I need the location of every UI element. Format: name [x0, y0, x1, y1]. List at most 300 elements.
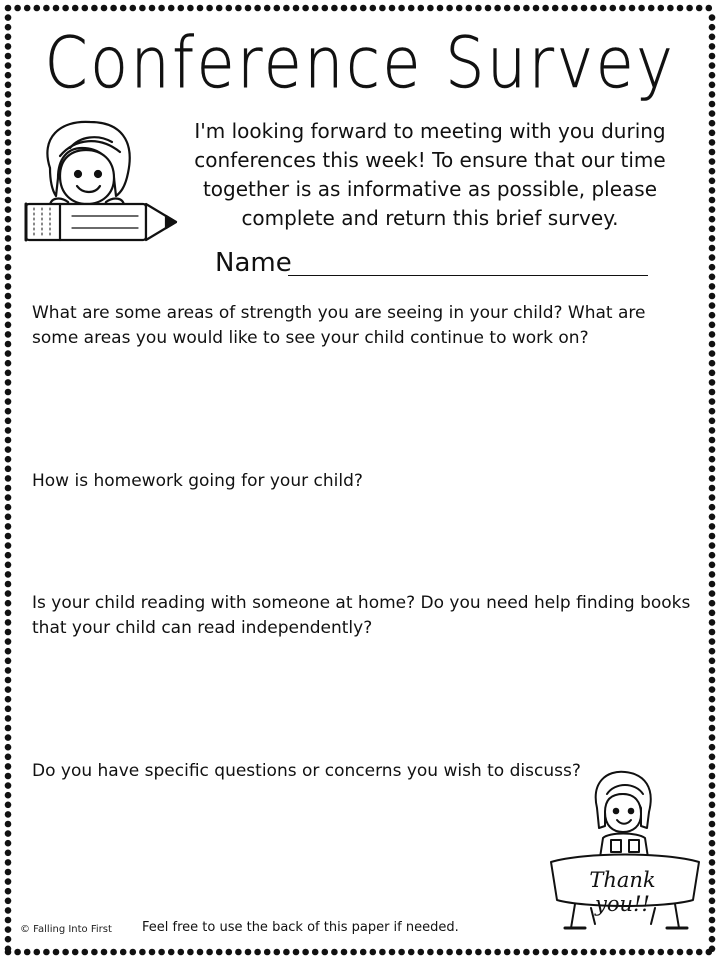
border-dot [514, 949, 521, 956]
border-dot [709, 629, 716, 636]
border-dot [456, 949, 463, 956]
border-dot [254, 5, 261, 12]
border-dot [709, 590, 716, 597]
border-dot [709, 24, 716, 31]
border-dot [5, 82, 12, 89]
border-dot [446, 5, 453, 12]
border-dot [226, 949, 233, 956]
border-dot [709, 706, 716, 713]
border-dot [709, 898, 716, 905]
border-dot [709, 120, 716, 127]
border-dot [5, 350, 12, 357]
border-dot [370, 5, 377, 12]
border-dot [5, 168, 12, 175]
border-dot [533, 949, 540, 956]
border-dot [322, 949, 329, 956]
border-dot [5, 110, 12, 117]
border-dot [187, 5, 194, 12]
border-dot [5, 638, 12, 645]
border-dot [494, 949, 501, 956]
border-dot [5, 830, 12, 837]
question-homework: How is homework going for your child? [32, 471, 363, 491]
border-dot [709, 552, 716, 559]
border-dot [5, 62, 12, 69]
border-dot [667, 5, 674, 12]
border-dot [168, 949, 175, 956]
border-dot [5, 869, 12, 876]
border-dot [235, 949, 242, 956]
border-dot [5, 178, 12, 185]
border-dot [206, 5, 213, 12]
border-dot [466, 5, 473, 12]
border-dot [709, 754, 716, 761]
border-dot [600, 949, 607, 956]
border-dot [5, 101, 12, 108]
border-dot [5, 427, 12, 434]
border-dot [552, 949, 559, 956]
girl-with-pencil-illustration [20, 118, 180, 248]
border-dot [5, 5, 12, 12]
border-dot [274, 949, 281, 956]
border-dot [590, 949, 597, 956]
border-dot [5, 341, 12, 348]
border-dot [187, 949, 194, 956]
border-dot [5, 898, 12, 905]
border-dot [709, 370, 716, 377]
border-dot [709, 187, 716, 194]
border-dot [709, 850, 716, 857]
border-dot [91, 5, 98, 12]
border-dot [254, 949, 261, 956]
border-dot [139, 5, 146, 12]
border-dot [709, 696, 716, 703]
border-dot [686, 949, 693, 956]
border-dot [562, 949, 569, 956]
border-dot [245, 949, 252, 956]
border-dot [709, 322, 716, 329]
border-dot [5, 398, 12, 405]
border-dot [5, 245, 12, 252]
border-dot [709, 562, 716, 569]
border-dot [581, 949, 588, 956]
border-dot [5, 946, 12, 953]
border-dot [5, 926, 12, 933]
border-dot [504, 949, 511, 956]
border-dot [5, 274, 12, 281]
border-dot [709, 485, 716, 492]
border-dot [709, 677, 716, 684]
border-dot [619, 5, 626, 12]
border-dot [5, 734, 12, 741]
border-dot [5, 888, 12, 895]
border-dot [5, 139, 12, 146]
border-dot [648, 5, 655, 12]
border-dot [709, 158, 716, 165]
border-dot [581, 5, 588, 12]
border-dot [709, 350, 716, 357]
border-dot [709, 456, 716, 463]
border-dot [389, 949, 396, 956]
border-dot [456, 5, 463, 12]
border-dot [523, 5, 530, 12]
border-dot [485, 5, 492, 12]
border-dot [158, 949, 165, 956]
border-dot [709, 53, 716, 60]
border-dot [562, 5, 569, 12]
border-dot [5, 619, 12, 626]
border-dot [5, 600, 12, 607]
question-strengths: What are some areas of strength you are seeing in your child? What are some areas you would like to see your child continue to work on? [32, 303, 646, 348]
border-dot [302, 949, 309, 956]
border-dot [590, 5, 597, 12]
border-dot [696, 5, 703, 12]
border-dot [5, 792, 12, 799]
border-dot [5, 43, 12, 50]
border-dot [5, 754, 12, 761]
border-dot [216, 5, 223, 12]
border-dot [709, 331, 716, 338]
border-dot [264, 5, 271, 12]
back-of-paper-note: Feel free to use the back of this paper if needed. [142, 920, 459, 935]
border-dot [72, 949, 79, 956]
border-dot [709, 571, 716, 578]
border-dot [5, 24, 12, 31]
border-dot [350, 5, 357, 12]
border-dot [5, 859, 12, 866]
border-dot [350, 949, 357, 956]
border-dot [302, 5, 309, 12]
border-dot [72, 5, 79, 12]
border-dot [341, 949, 348, 956]
border-dot [709, 648, 716, 655]
border-dot [408, 5, 415, 12]
border-dot [264, 949, 271, 956]
border-dot [709, 341, 716, 348]
border-dot [610, 5, 617, 12]
page-title: Conference Survey [44, 22, 676, 104]
border-dot [5, 379, 12, 386]
border-dot [149, 5, 156, 12]
border-dot [709, 389, 716, 396]
border-dot [5, 120, 12, 127]
border-dot [379, 5, 386, 12]
border-dot [677, 5, 684, 12]
border-dot [130, 949, 137, 956]
border-dot [427, 949, 434, 956]
border-dot [709, 936, 716, 943]
border-dot [62, 5, 69, 12]
border-dot [648, 949, 655, 956]
border-dot [709, 34, 716, 41]
border-dot [24, 949, 31, 956]
border-dot [5, 187, 12, 194]
border-dot [709, 446, 716, 453]
border-dot [709, 725, 716, 732]
border-dot [709, 581, 716, 588]
border-dot [5, 130, 12, 137]
border-dot [709, 782, 716, 789]
border-dot [139, 949, 146, 956]
border-dot [504, 5, 511, 12]
name-input-line[interactable] [288, 275, 648, 276]
border-dot [5, 437, 12, 444]
border-dot [709, 792, 716, 799]
border-dot [709, 178, 716, 185]
border-dot [686, 5, 693, 12]
border-dot [341, 5, 348, 12]
border-dot [120, 949, 127, 956]
border-dot [709, 130, 716, 137]
border-dot [360, 5, 367, 12]
border-dot [709, 254, 716, 261]
border-dot [5, 562, 12, 569]
border-dot [610, 949, 617, 956]
border-dot [216, 949, 223, 956]
border-dot [709, 840, 716, 847]
border-dot [5, 91, 12, 98]
border-dot [34, 949, 41, 956]
border-dot [709, 264, 716, 271]
border-dot [446, 949, 453, 956]
border-dot [709, 437, 716, 444]
border-dot [14, 949, 21, 956]
border-dot [709, 245, 716, 252]
border-dot [494, 5, 501, 12]
border-dot [101, 949, 108, 956]
border-dot [5, 715, 12, 722]
border-dot [5, 197, 12, 204]
border-dot [709, 600, 716, 607]
border-dot [709, 802, 716, 809]
border-dot [5, 907, 12, 914]
border-dot [709, 888, 716, 895]
border-dot [370, 949, 377, 956]
border-dot [5, 782, 12, 789]
border-dot [709, 667, 716, 674]
border-dot [5, 725, 12, 732]
border-dot [709, 312, 716, 319]
border-dot [331, 5, 338, 12]
border-dot [110, 949, 117, 956]
border-dot [5, 331, 12, 338]
border-dot [709, 72, 716, 79]
border-dot [709, 14, 716, 21]
border-dot [667, 949, 674, 956]
border-dot [322, 5, 329, 12]
border-dot [293, 5, 300, 12]
border-dot [709, 811, 716, 818]
border-dot [571, 949, 578, 956]
border-dot [5, 936, 12, 943]
border-dot [43, 949, 50, 956]
border-dot [709, 302, 716, 309]
border-dot [283, 949, 290, 956]
border-dot [408, 949, 415, 956]
border-dot [542, 949, 549, 956]
border-dot [709, 82, 716, 89]
border-dot [398, 5, 405, 12]
border-dot [658, 5, 665, 12]
border-dot [53, 5, 60, 12]
border-dot [5, 686, 12, 693]
border-dot [709, 744, 716, 751]
border-dot [5, 206, 12, 213]
border-dot [34, 5, 41, 12]
border-dot [5, 514, 12, 521]
border-dot [5, 293, 12, 300]
name-field-row [215, 248, 655, 284]
border-dot [709, 101, 716, 108]
border-dot [709, 466, 716, 473]
border-dot [5, 581, 12, 588]
border-dot [5, 389, 12, 396]
border-dot [5, 552, 12, 559]
border-dot [709, 946, 716, 953]
border-dot [5, 744, 12, 751]
border-dot [709, 379, 716, 386]
border-dot [709, 610, 716, 617]
border-dot [110, 5, 117, 12]
border-dot [5, 706, 12, 713]
border-dot [5, 494, 12, 501]
border-dot [552, 5, 559, 12]
border-dot [658, 949, 665, 956]
border-dot [5, 53, 12, 60]
border-dot [709, 542, 716, 549]
border-dot [245, 5, 252, 12]
border-dot [709, 360, 716, 367]
border-dot [5, 590, 12, 597]
border-dot [709, 821, 716, 828]
border-dot [709, 168, 716, 175]
border-dot [709, 533, 716, 540]
border-dot [312, 5, 319, 12]
border-dot [5, 14, 12, 21]
border-dot [5, 216, 12, 223]
border-dot [709, 734, 716, 741]
border-dot [24, 5, 31, 12]
border-dot [120, 5, 127, 12]
border-dot [5, 763, 12, 770]
border-dot [5, 456, 12, 463]
border-dot [600, 5, 607, 12]
border-dot [709, 917, 716, 924]
border-dot [149, 949, 156, 956]
border-dot [14, 5, 21, 12]
border-dot [5, 322, 12, 329]
border-dot [709, 514, 716, 521]
border-dot [5, 72, 12, 79]
question-concerns: Do you have specific questions or concerns you wish to discuss? [32, 761, 581, 781]
border-dot [5, 648, 12, 655]
border-dot [709, 427, 716, 434]
border-dot [5, 878, 12, 885]
thank-you-text: Thank you!! [589, 868, 656, 916]
border-dot [5, 312, 12, 319]
border-dot [523, 949, 530, 956]
border-dot [514, 5, 521, 12]
border-dot [709, 110, 716, 117]
border-dot [43, 5, 50, 12]
border-dot [418, 949, 425, 956]
border-dot [158, 5, 165, 12]
border-dot [709, 398, 716, 405]
border-dot [5, 302, 12, 309]
border-dot [5, 418, 12, 425]
border-dot [709, 139, 716, 146]
border-dot [571, 5, 578, 12]
border-dot [475, 949, 482, 956]
intro-paragraph: I'm looking forward to meeting with you during conferences this week! To ensure that our time together is as informative as possible, please complete and return this brief survey. [194, 119, 666, 230]
border-dot [709, 686, 716, 693]
border-dot [709, 619, 716, 626]
border-dot [91, 949, 98, 956]
border-dot [629, 949, 636, 956]
border-dot [178, 949, 185, 956]
border-dot [5, 408, 12, 415]
border-dot [5, 542, 12, 549]
border-dot [5, 840, 12, 847]
border-dot [5, 360, 12, 367]
border-dot [5, 571, 12, 578]
border-dot [709, 715, 716, 722]
border-dot [638, 5, 645, 12]
border-dot [437, 949, 444, 956]
border-dot [709, 926, 716, 933]
border-dot [226, 5, 233, 12]
border-dot [197, 5, 204, 12]
border-dot [101, 5, 108, 12]
border-dot [53, 949, 60, 956]
border-dot [629, 5, 636, 12]
border-dot [331, 949, 338, 956]
border-dot [709, 638, 716, 645]
border-dot [5, 370, 12, 377]
border-dot [709, 907, 716, 914]
border-dot [709, 235, 716, 242]
border-dot [5, 533, 12, 540]
border-dot [485, 949, 492, 956]
border-dot [709, 91, 716, 98]
border-dot [206, 949, 213, 956]
border-dot [5, 696, 12, 703]
border-dot [709, 418, 716, 425]
border-dot [709, 43, 716, 50]
border-dot [5, 149, 12, 156]
border-dot [475, 5, 482, 12]
border-dot [82, 949, 89, 956]
border-dot [709, 293, 716, 300]
border-dot [274, 5, 281, 12]
border-dot [5, 802, 12, 809]
border-dot [5, 677, 12, 684]
border-dot [542, 5, 549, 12]
border-dot [360, 949, 367, 956]
border-dot [418, 5, 425, 12]
border-dot [709, 494, 716, 501]
border-dot [398, 949, 405, 956]
border-dot [5, 235, 12, 242]
border-dot [5, 850, 12, 857]
border-dot [312, 949, 319, 956]
border-dot [437, 5, 444, 12]
border-dot [677, 949, 684, 956]
border-dot [638, 949, 645, 956]
border-dot [5, 821, 12, 828]
border-dot [389, 5, 396, 12]
border-dot [82, 5, 89, 12]
border-dot [709, 830, 716, 837]
